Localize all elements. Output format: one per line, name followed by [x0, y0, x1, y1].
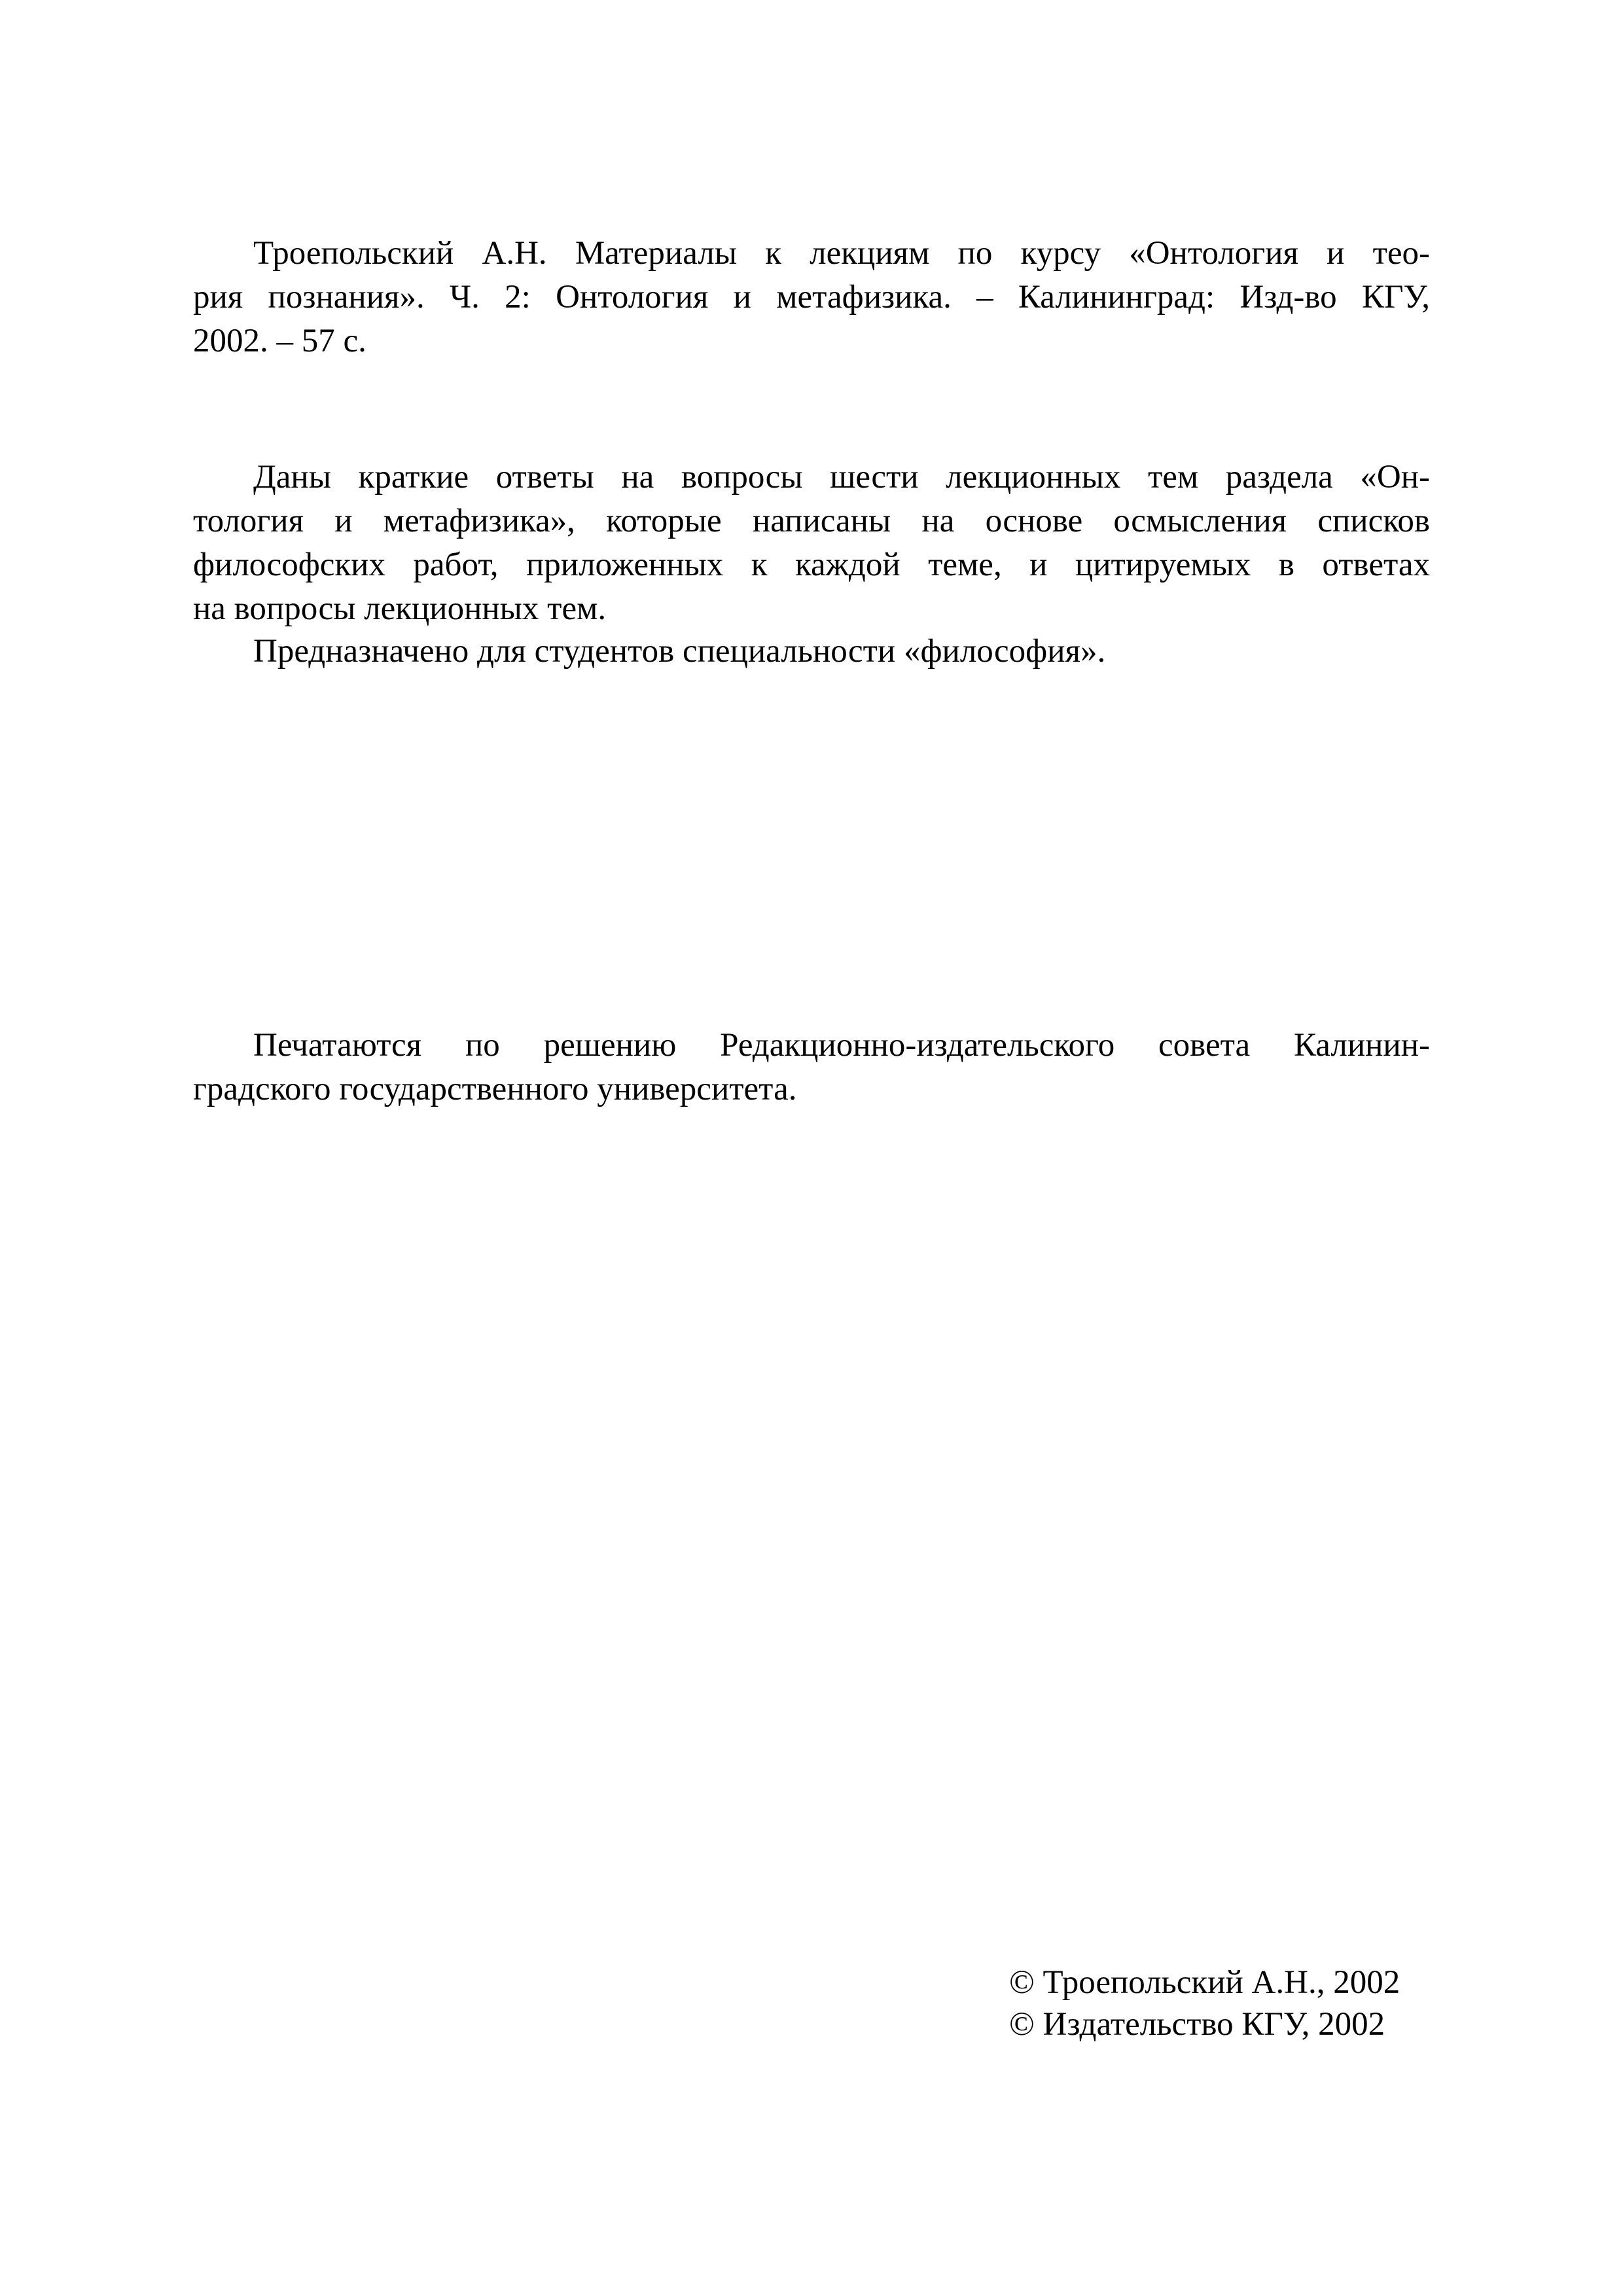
- annotation-line: Даны краткие ответы на вопросы шести лекционных тем раздела «Он-: [253, 459, 1430, 495]
- copyright-author: © Троепольский А.Н., 2002: [1009, 1964, 1400, 2001]
- bibliographic-citation: [193, 232, 1430, 363]
- purpose-line: Предназначено для студентов специальности «философия».: [253, 633, 1106, 670]
- copyright-publisher: © Издательство КГУ, 2002: [1009, 2006, 1385, 2043]
- annotation-line: на вопросы лекционных тем.: [193, 590, 607, 627]
- citation-line: 2002. – 57 с.: [193, 323, 366, 359]
- publication-approval: [193, 1024, 1430, 1111]
- purpose-paragraph: [193, 630, 1430, 673]
- approval-line: Печатаются по решению Редакционно-издательского совета Калинин-: [253, 1027, 1430, 1064]
- annotation-paragraph: [193, 456, 1430, 631]
- citation-line: рия познания». Ч. 2: Онтология и метафизика. – Калининград: Изд-во КГУ,: [193, 279, 1430, 315]
- annotation-line: философских работ, приложенных к каждой теме, и цитируемых в ответах: [193, 547, 1430, 583]
- copyright-block: [1009, 1962, 1400, 2045]
- citation-line: Троепольский А.Н. Материалы к лекциям по курсу «Онтология и тео-: [253, 235, 1430, 272]
- annotation-line: тология и метафизика», которые написаны на основе осмысления списков: [193, 503, 1430, 539]
- approval-line: градского государственного университета.: [193, 1071, 797, 1107]
